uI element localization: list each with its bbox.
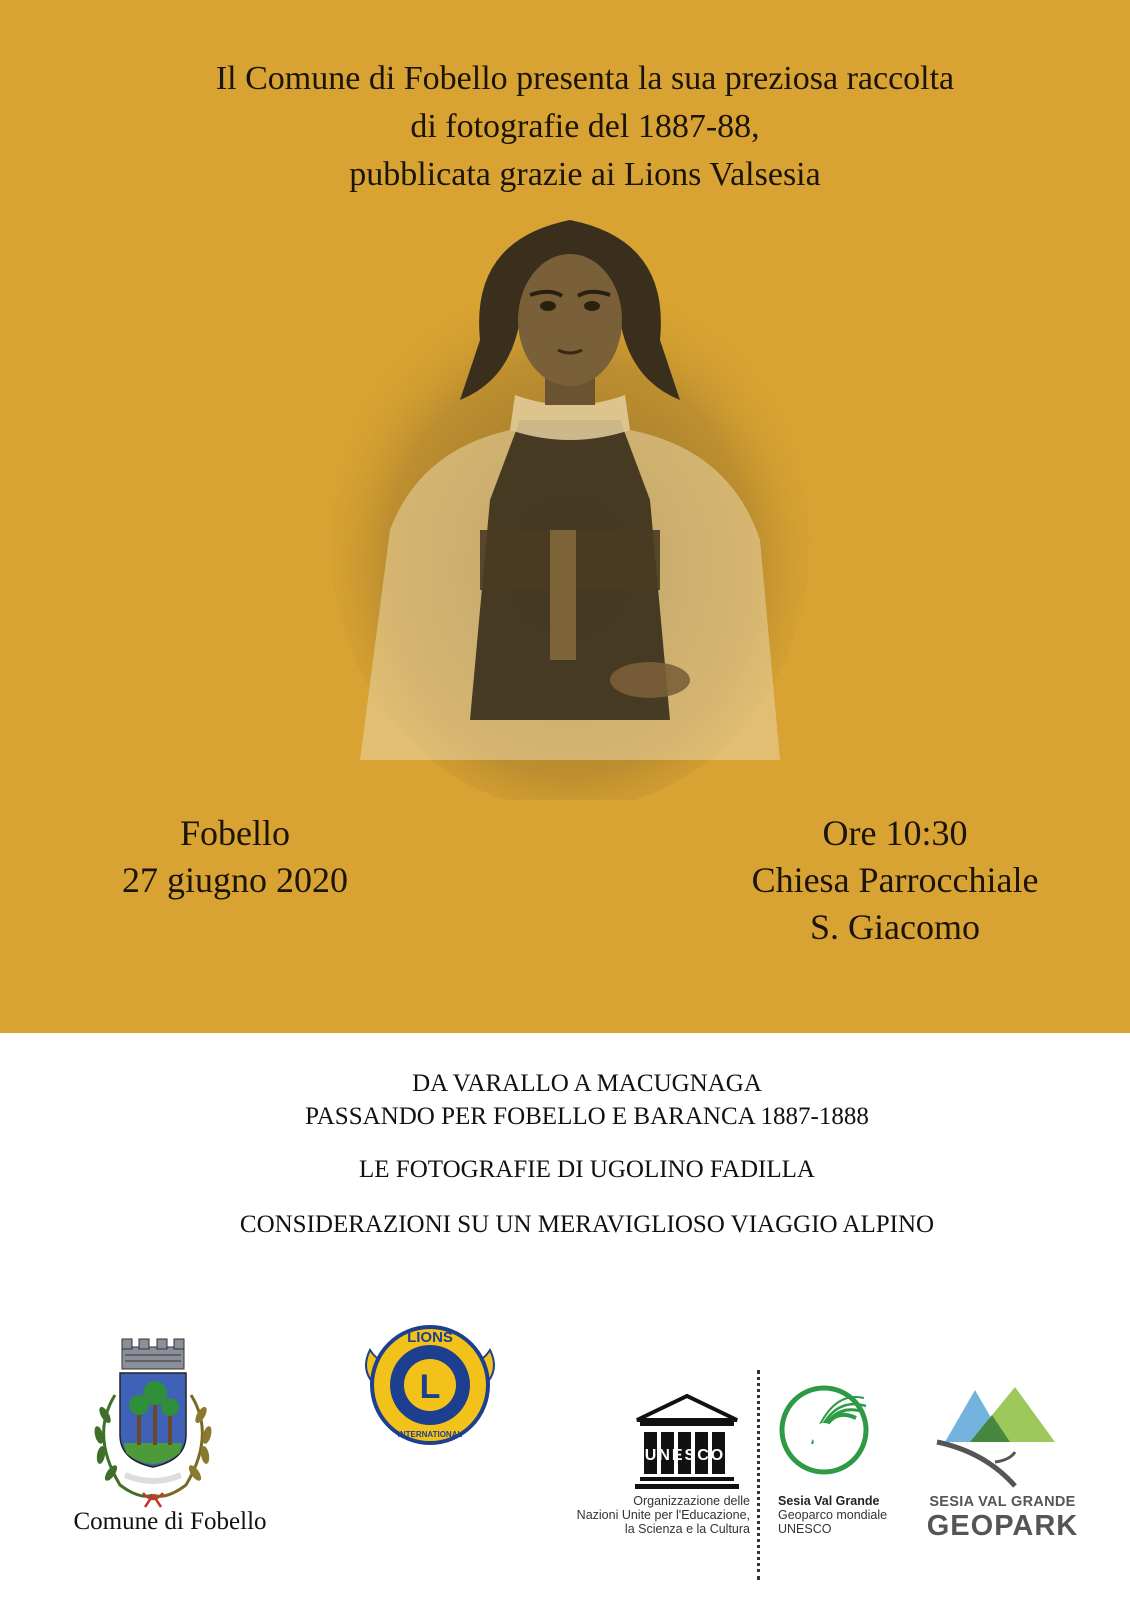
event-town: Fobello — [179, 813, 290, 853]
geopark-line-2: GEOPARK — [926, 1510, 1079, 1542]
geoparco-line-1: Geoparco mondiale — [778, 1508, 888, 1522]
date-block — [90, 810, 380, 904]
svg-text:INTERNATIONAL: INTERNATIONAL — [397, 1430, 463, 1439]
event-time: Ore 10:30 — [822, 813, 968, 853]
event-venue: Chiesa Parrocchiale — [751, 860, 1039, 900]
svg-text:L: L — [419, 1368, 441, 1406]
headline — [0, 55, 1130, 199]
unesco-caption-line-1: Organizzazione delle — [633, 1494, 750, 1508]
geopark-wordmark — [920, 1494, 1085, 1542]
unesco-temple-icon — [632, 1392, 742, 1492]
event-venue-name: S. Giacomo — [810, 907, 980, 947]
comune-name: Comune di Fobello — [73, 1508, 267, 1535]
geoparco-title: Sesia Val Grande — [778, 1494, 880, 1508]
geopark-line-1: SESIA VAL GRANDE — [929, 1494, 1076, 1510]
unesco-caption-line-2: Nazioni Unite per l'Educazione, — [576, 1508, 750, 1522]
geoparco-caption — [778, 1494, 928, 1536]
divider — [757, 1370, 760, 1580]
svg-text:LIONS: LIONS — [407, 1329, 453, 1346]
geoparco-swirl-icon — [774, 1380, 874, 1480]
place-block — [700, 810, 1090, 951]
title-line-2: PASSANDO PER FOBELLO E BARANCA 1887-1888 — [305, 1103, 869, 1130]
geoparco-line-2: UNESCO — [778, 1522, 832, 1536]
svg-text:UNESCO: UNESCO — [644, 1447, 726, 1464]
book-titles — [0, 1067, 1130, 1241]
sepia-portrait-icon — [330, 200, 810, 800]
title-line-1: DA VARALLO A MACUGNAGA — [412, 1070, 762, 1097]
comune-coat-of-arms-icon — [75, 1335, 230, 1510]
headline-line-3: pubblicata grazie ai Lions Valsesia — [349, 156, 821, 193]
unesco-caption-line-3: la Scienza e la Cultura — [624, 1522, 750, 1536]
unesco-caption — [540, 1494, 750, 1536]
lions-international-icon — [355, 1310, 505, 1460]
title-line-4: CONSIDERAZIONI SU UN MERAVIGLIOSO VIAGGIO ALPINO — [239, 1211, 935, 1238]
headline-line-1: Il Comune di Fobello presenta la sua preziosa raccolta — [215, 60, 955, 97]
title-line-3: LE FOTOGRAFIE DI UGOLINO FADILLA — [359, 1156, 815, 1183]
geopark-mountains-icon — [935, 1382, 1060, 1492]
event-date: 27 giugno 2020 — [121, 860, 348, 900]
headline-line-2: di fotografie del 1887-88, — [410, 108, 760, 145]
